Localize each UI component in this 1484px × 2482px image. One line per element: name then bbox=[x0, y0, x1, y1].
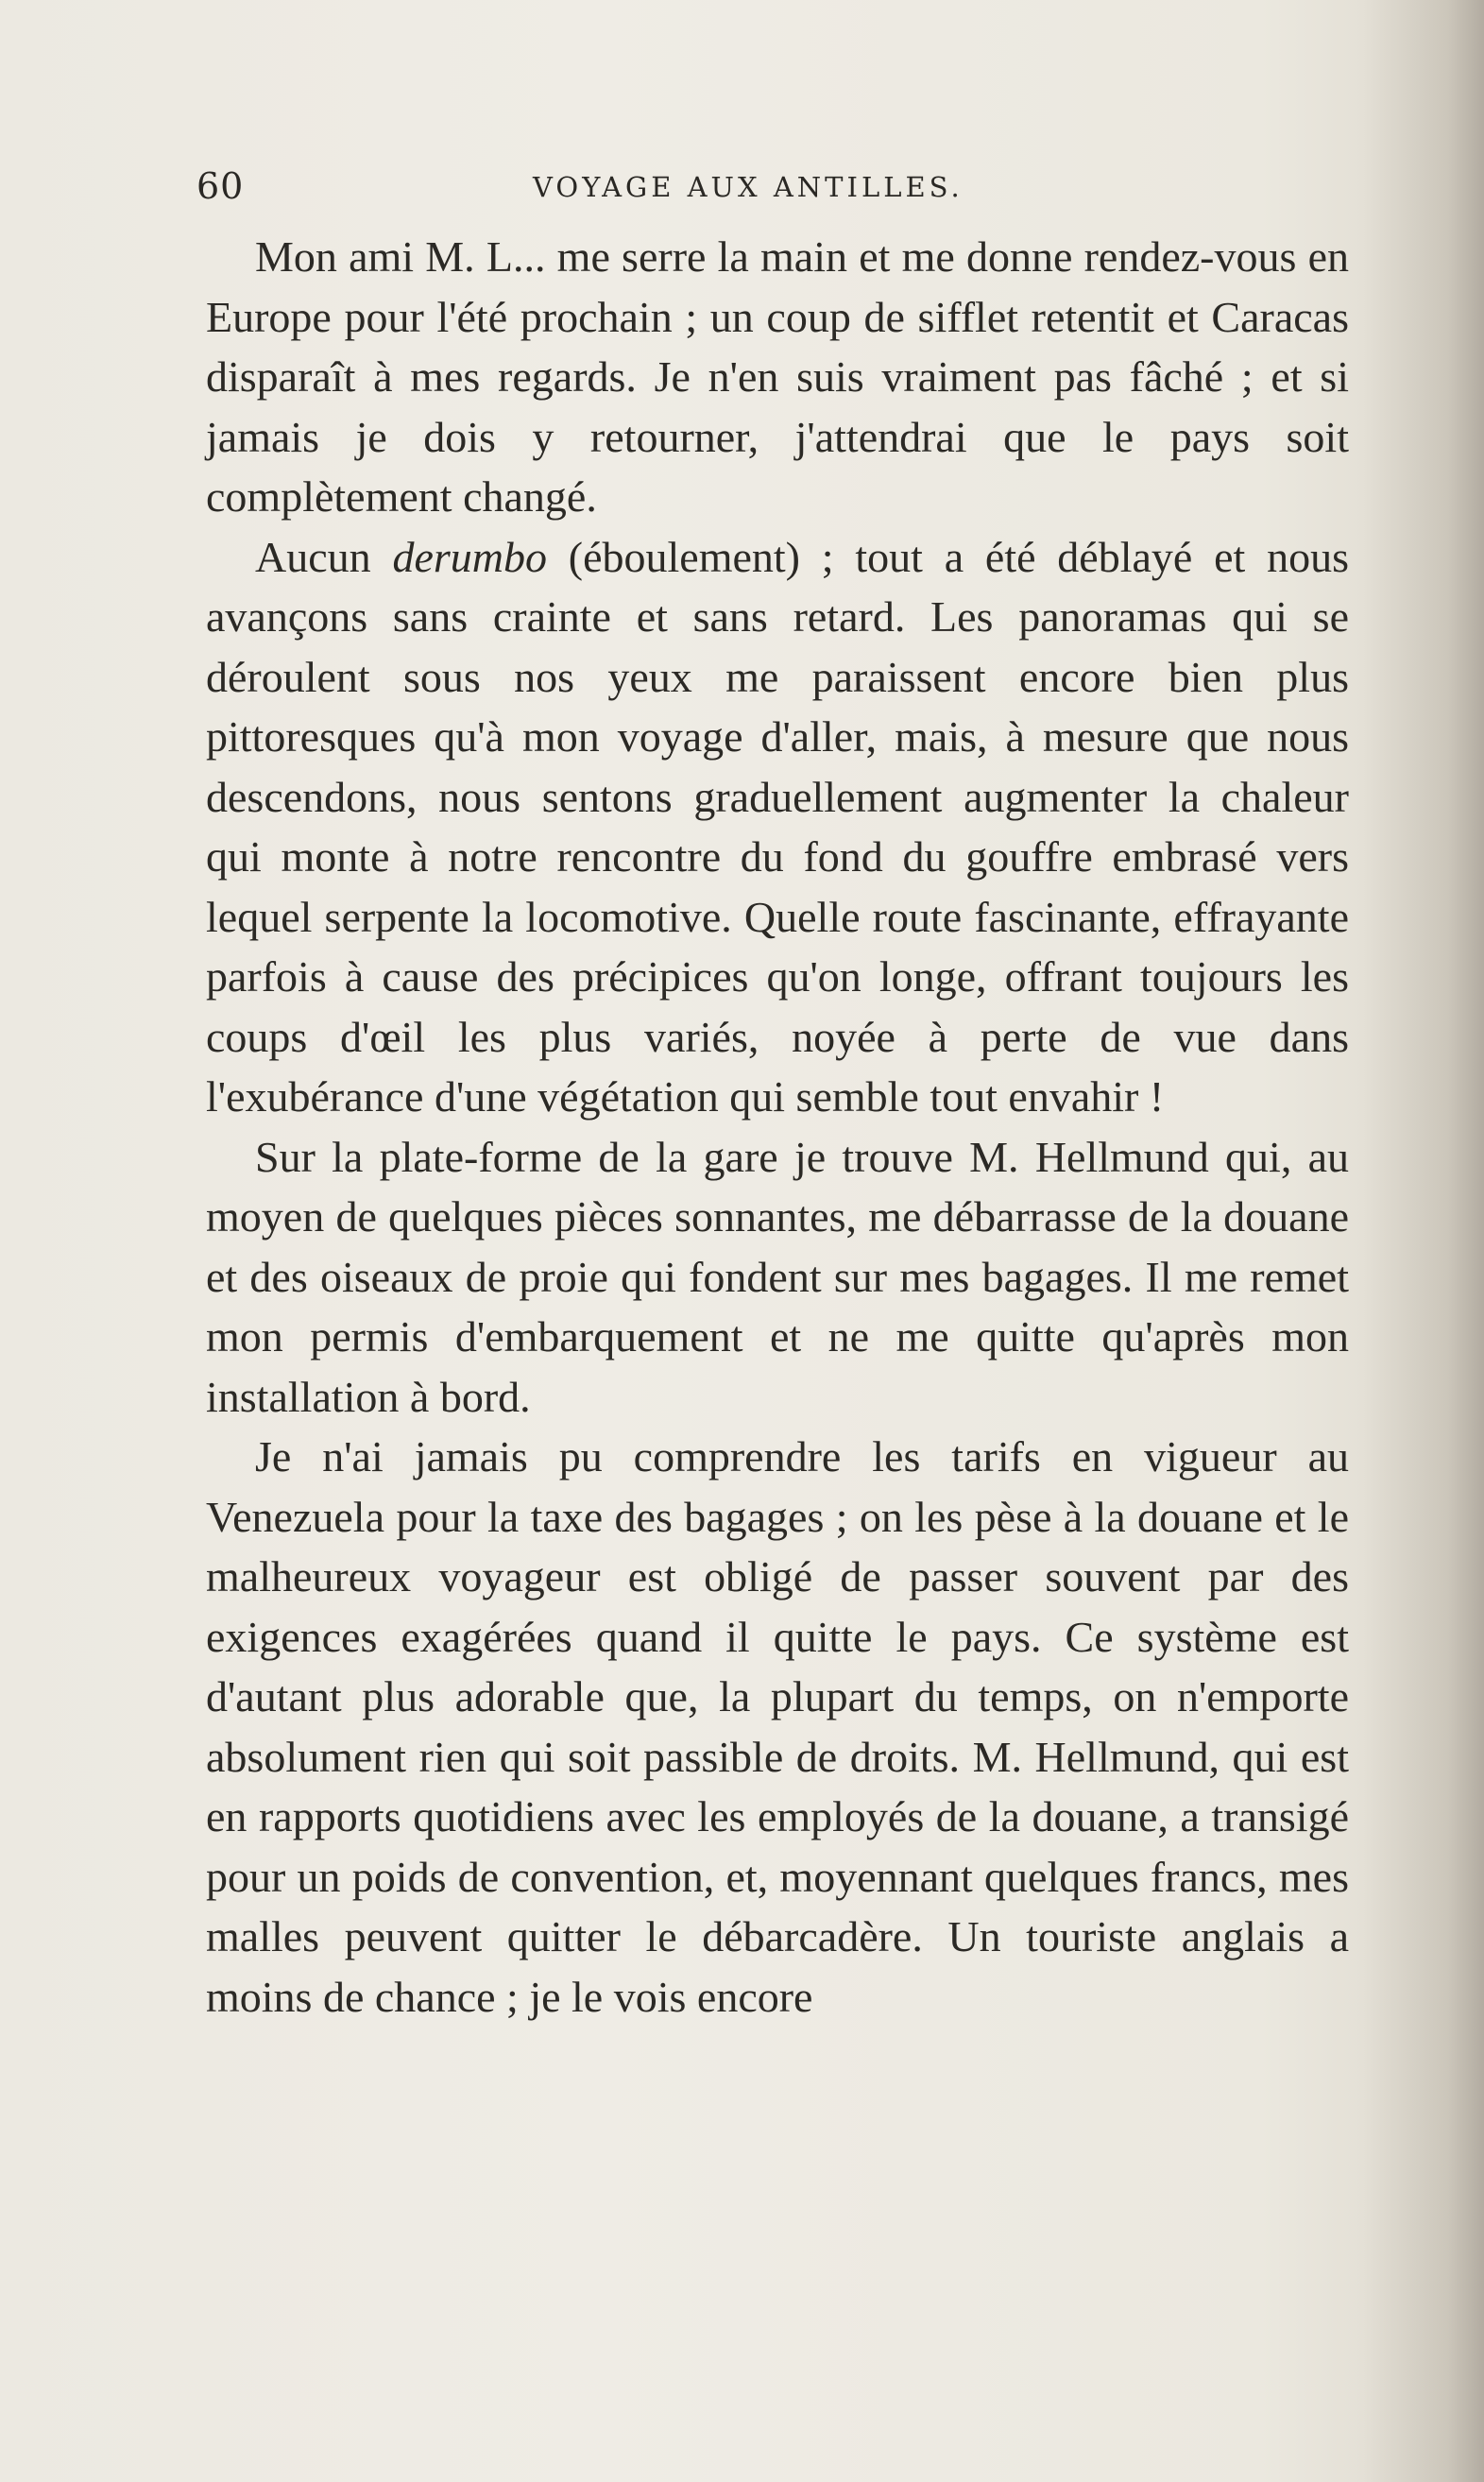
running-title: VOYAGE AUX ANTILLES. bbox=[533, 171, 964, 203]
running-header bbox=[196, 165, 1009, 222]
page-number: 60 bbox=[196, 165, 245, 207]
paragraph-2: Aucun derumbo (éboulement) ; tout a été déblayé et nous avançons sans crainte et sans retard. Les panoramas qui se déroulent sous nos yeux me paraissent encore bien plus pittoresques qu'à mon voyage d'aller, mais, à mesure que nous descendons, nous sentons graduellement augmenter la chaleur qui monte à notre rencontre du fond du gouffre embrasé vers lequel serpente la locomotive. Quelle route fascinante, effrayante parfois à cause des précipices qu'on longe, offrant toujours les coups d'œil les plus variés, noyée à perte de vue dans l'exubérance d'une végétation qui semble tout envahir ! bbox=[206, 532, 1350, 1121]
body-text bbox=[206, 227, 1349, 2027]
paragraph-1: Mon ami M. L... me serre la main et me donne rendez-vous en Europe pour l'été prochain ; un coup de sifflet retentit et Caracas disparaît à mes regards. Je n'en suis vraiment pas fâché ; et si jamais je dois y retourner, j'attendrai que le pays soit complètement changé. bbox=[206, 232, 1349, 521]
page-edge-shadow bbox=[1361, 0, 1484, 2482]
paragraph-4: Je n'ai jamais pu comprendre les tarifs en vigueur au Venezuela pour la taxe des bagages ; on les pèse à la douane et le malheureux voyageur est obligé de passer souvent par des exigences exagérées quand il quitte le pays. Ce système est d'autant plus adorable que, la plupart du temps, on n'emporte absolument rien qui soit passible de droits. M. Hellmund, qui est en rapports quotidiens avec les employés de la douane, a transigé pour un poids de convention, et, moyennant quelques francs, mes malles peuvent quitter le débarcadère. Un touriste anglais a moins de chance ; je le vois encore bbox=[206, 1432, 1349, 2021]
italic-term: derumbo bbox=[392, 532, 547, 581]
paragraph-3: Sur la plate-forme de la gare je trouve M. Hellmund qui, au moyen de quelques pièces sonnantes, me débarrasse de la douane et des oiseaux de proie qui fondent sur mes bagages. Il me remet mon permis d'embarquement et ne me quitte qu'après mon installation à bord. bbox=[206, 1132, 1349, 1421]
